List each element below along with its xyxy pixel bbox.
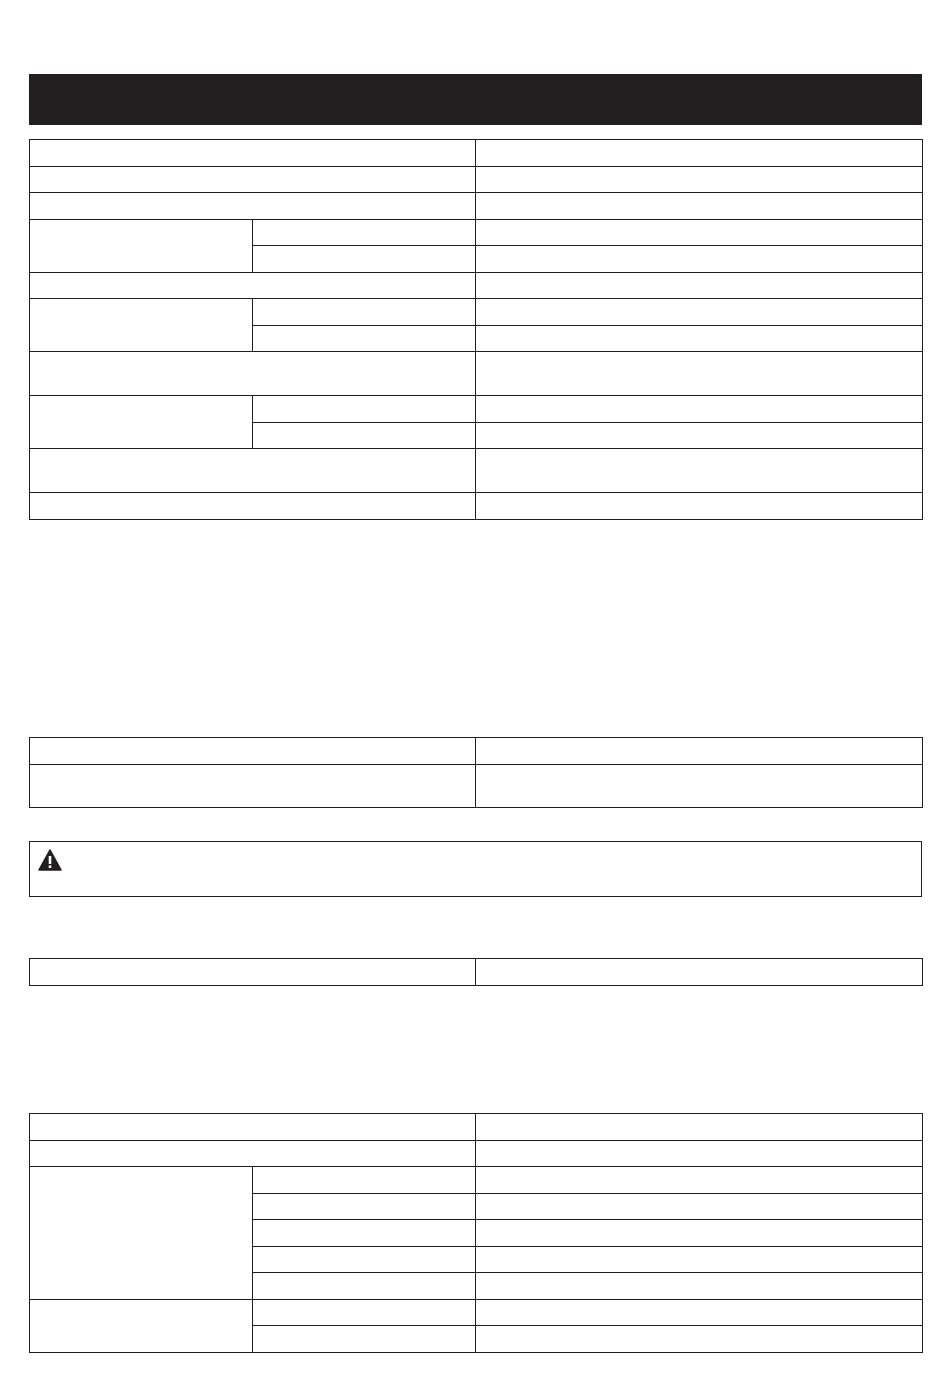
spec-value [476,1326,923,1353]
spec-value [476,1220,923,1247]
spec-label [30,738,476,765]
spec-value [476,1167,923,1194]
table-row [30,738,923,765]
spec-table-4 [29,1113,923,1353]
spec-sublabel [253,1194,476,1220]
spec-value [476,1273,923,1300]
spec-label [30,1114,476,1141]
spec-sublabel [253,1247,476,1273]
spec-sublabel [253,299,476,326]
table-row [30,1141,923,1167]
spec-value [476,765,923,808]
spec-value [476,352,923,396]
spec-value [476,493,923,520]
spec-group-label [30,396,253,449]
spec-label [30,167,476,193]
table-row [30,273,923,299]
spec-value [476,449,923,493]
spec-label [30,765,476,808]
table-row [30,1167,923,1194]
spec-table-2 [29,737,923,808]
table-row [30,396,923,423]
spec-value [476,326,923,352]
table-row [30,1114,923,1141]
table-row [30,493,923,520]
table-row [30,299,923,326]
spec-value [476,299,923,326]
spec-value [476,423,923,449]
table-row [30,220,923,246]
warning-box [29,841,922,897]
spec-value [476,273,923,299]
spec-value [476,959,923,986]
spec-value [476,140,923,167]
spec-sublabel [253,1300,476,1326]
spec-value [476,1300,923,1326]
spec-label [30,273,476,299]
spec-sublabel [253,423,476,449]
spec-label [30,193,476,220]
spec-group-label [30,1167,253,1300]
spec-sublabel [253,1167,476,1194]
spec-value [476,167,923,193]
spec-group-label [30,220,253,273]
spec-label [30,352,476,396]
spec-sublabel [253,396,476,423]
spec-sublabel [253,1273,476,1300]
table-row [30,959,923,986]
spec-label [30,449,476,493]
table-row [30,1300,923,1326]
spec-value [476,1194,923,1220]
spec-value [476,738,923,765]
spec-label [30,493,476,520]
table-row [30,449,923,493]
spec-sublabel [253,326,476,352]
spec-label [30,959,476,986]
spec-sublabel [253,1326,476,1353]
spec-label [30,1141,476,1167]
spec-value [476,396,923,423]
table-row [30,352,923,396]
spec-table-1 [29,139,923,520]
spec-value [476,220,923,246]
table-row [30,167,923,193]
warning-icon [38,849,62,871]
table-row [30,765,923,808]
spec-group-label [30,1300,253,1353]
spec-sublabel [253,220,476,246]
spec-value [476,1114,923,1141]
table-row [30,193,923,220]
spec-table-3 [29,958,923,986]
spec-value [476,1141,923,1167]
section-header [29,74,922,125]
spec-sublabel [253,1220,476,1247]
spec-sublabel [253,246,476,273]
spec-label [30,140,476,167]
spec-value [476,1247,923,1273]
spec-value [476,193,923,220]
spec-value [476,246,923,273]
table-row [30,140,923,167]
spec-group-label [30,299,253,352]
